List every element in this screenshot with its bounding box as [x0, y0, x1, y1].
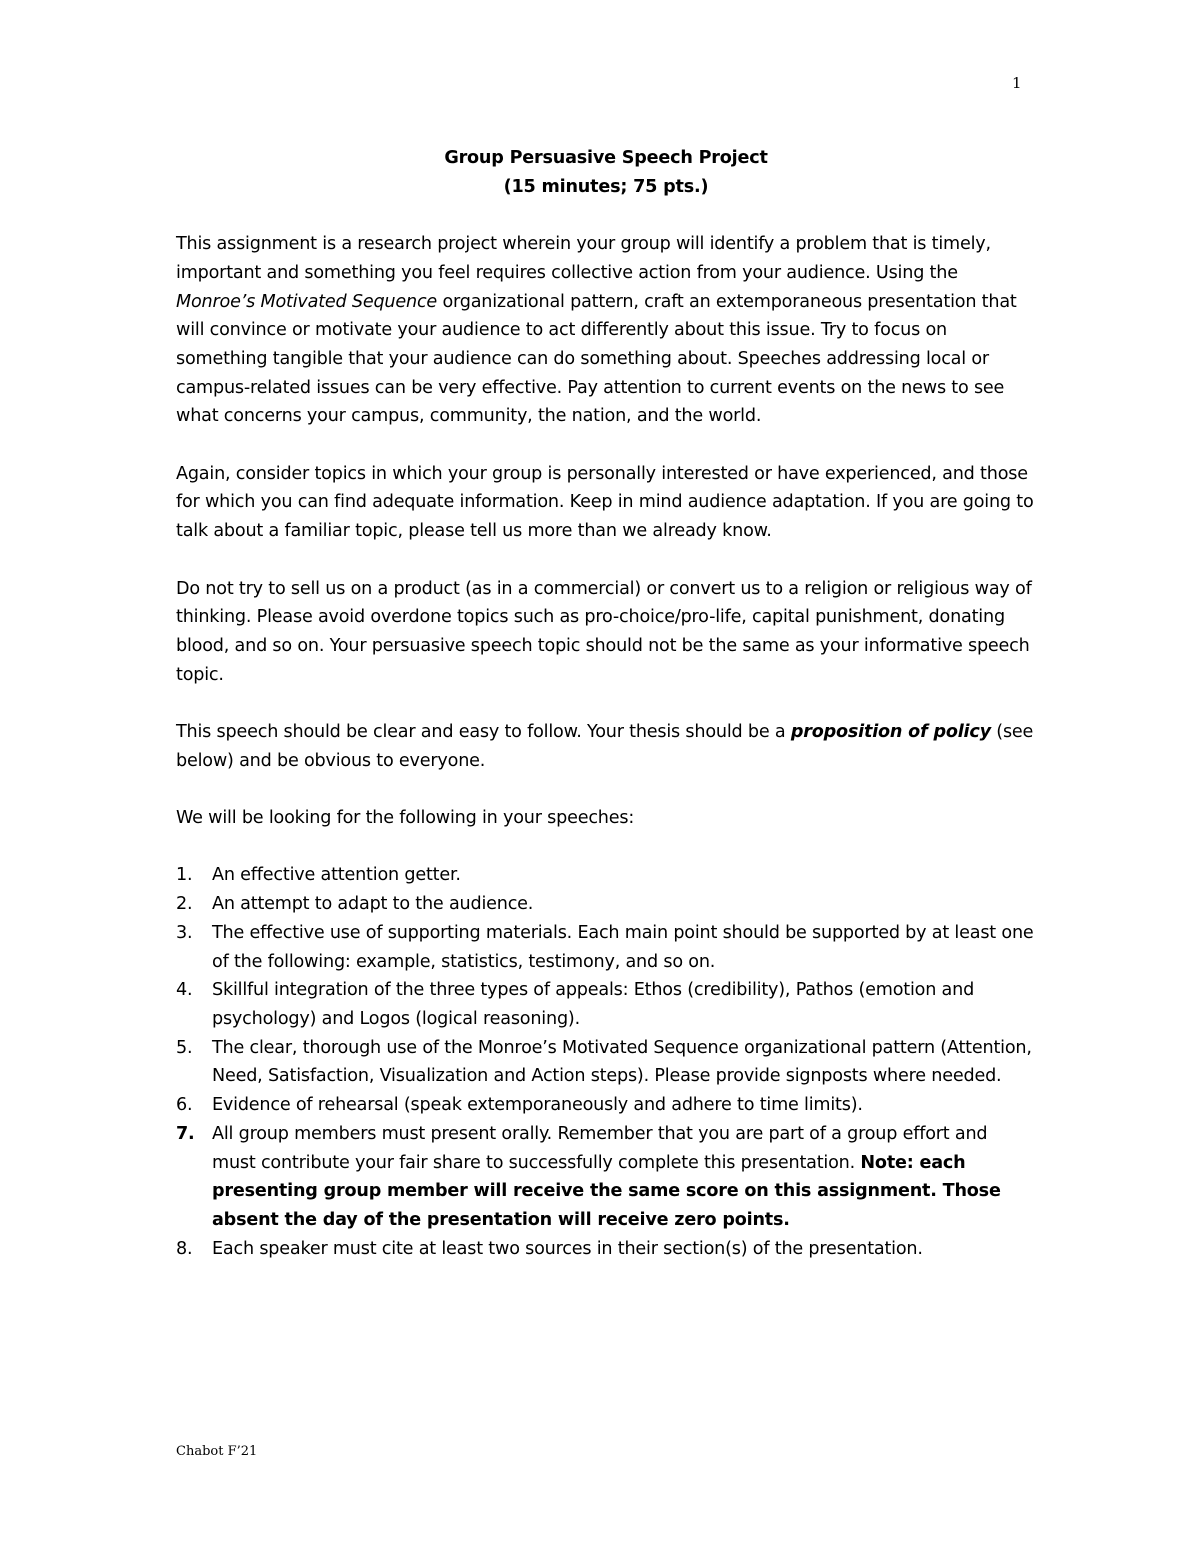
list-item: [176, 1034, 1036, 1091]
list-item: [176, 890, 1036, 919]
list-item: [176, 976, 1036, 1033]
paragraph-intro: [176, 230, 1036, 431]
list-item: [176, 861, 1036, 890]
list-item: [176, 1091, 1036, 1120]
paragraph-topics: Again, consider topics in which your group is personally interested or have experienced, and those for which you can find adequate information. Keep in mind audience adaptation. If you are going to talk about a familiar topic, please tell us more than we already know.: [176, 463, 1034, 542]
paragraph-thesis-emphasis: proposition of policy: [790, 722, 991, 742]
paragraph-intro-text-1: This assignment is a research project wherein your group will identify a problem that is timely, important and something you feel requires collective action from your audience. Using the: [176, 234, 991, 283]
title-block: [176, 144, 1036, 201]
document-body: [176, 144, 1036, 1263]
list-item-text: An attempt to adapt to the audience.: [212, 894, 534, 915]
list-item-number: 1.: [176, 865, 193, 886]
list-item-bold-note: Note: each presenting group member will receive the same score on this assignment. Those absent the day of the presentation will receive zero points.: [212, 1152, 1001, 1230]
list-item-text: Each speaker must cite at least two sources in their section(s) of the presentation.: [212, 1238, 923, 1259]
list-item: [176, 919, 1036, 976]
list-item-text: Evidence of rehearsal (speak extemporaneously and adhere to time limits).: [212, 1095, 863, 1116]
paragraph-thesis-text-1: This speech should be clear and easy to follow. Your thesis should be a: [176, 722, 791, 742]
document-title: Group Persuasive Speech Project: [444, 148, 768, 168]
criteria-list: [176, 861, 1036, 1263]
list-item-number: 3.: [176, 922, 193, 943]
paragraph-thesis-text-2: (see below) and be obvious to everyone.: [176, 722, 1034, 771]
list-item-text: The clear, thorough use of the Monroe’s Motivated Sequence organizational pattern (Attention, Need, Satisfaction, Visualization and Action steps). Please provide signposts where needed.: [212, 1037, 1032, 1087]
list-item-text: The effective use of supporting materials. Each main point should be supported by at least one of the following: example, statistics, testimony, and so on.: [212, 922, 1034, 972]
list-item-number: 2.: [176, 894, 193, 915]
page-number: 1: [1012, 74, 1022, 92]
paragraph-intro-italic: Monroe’s Motivated Sequence: [176, 291, 438, 312]
list-intro: We will be looking for the following in your speeches:: [176, 808, 635, 829]
list-item: [176, 1235, 1036, 1264]
list-item-text: An effective attention getter.: [212, 865, 461, 886]
list-item-text: All group members must present orally. Remember that you are part of a group effort and must contribute your fair share to successfully complete this presentation.: [212, 1123, 988, 1173]
list-item-number: 5.: [176, 1037, 193, 1058]
list-item-number: 7.: [176, 1123, 195, 1144]
list-item: [176, 1120, 1036, 1235]
list-item-number: 6.: [176, 1095, 193, 1116]
list-item-text: Skillful integration of the three types of appeals: Ethos (credibility), Pathos (emotion and psychology) and Logos (logical reasoning).: [212, 980, 975, 1029]
list-item-number: 8.: [176, 1238, 193, 1259]
document-subtitle: (15 minutes; 75 pts.): [503, 176, 709, 197]
paragraph-intro-text-2: organizational pattern, craft an extemporaneous presentation that will convince or motivate your audience to act differently about this issue. Try to focus on something tangible that your audience can do something about. Speeches addressing local or campus-related issues can be very effective. Pay attention to current events on the news to see what concerns your campus, community, the nation, and the world.: [176, 291, 1017, 427]
paragraph-avoid: Do not try to sell us on a product (as in a commercial) or convert us to a religion or religious way of thinking. Please avoid overdone topics such as pro-choice/pro-life, capital punishment, donating blood, and so on. Your persuasive speech topic should not be the same as your informative speech topic.: [176, 578, 1032, 685]
list-item-number: 4.: [176, 980, 193, 1001]
footer: Chabot F’21: [176, 1444, 258, 1459]
paragraph-thesis: [176, 718, 1036, 775]
